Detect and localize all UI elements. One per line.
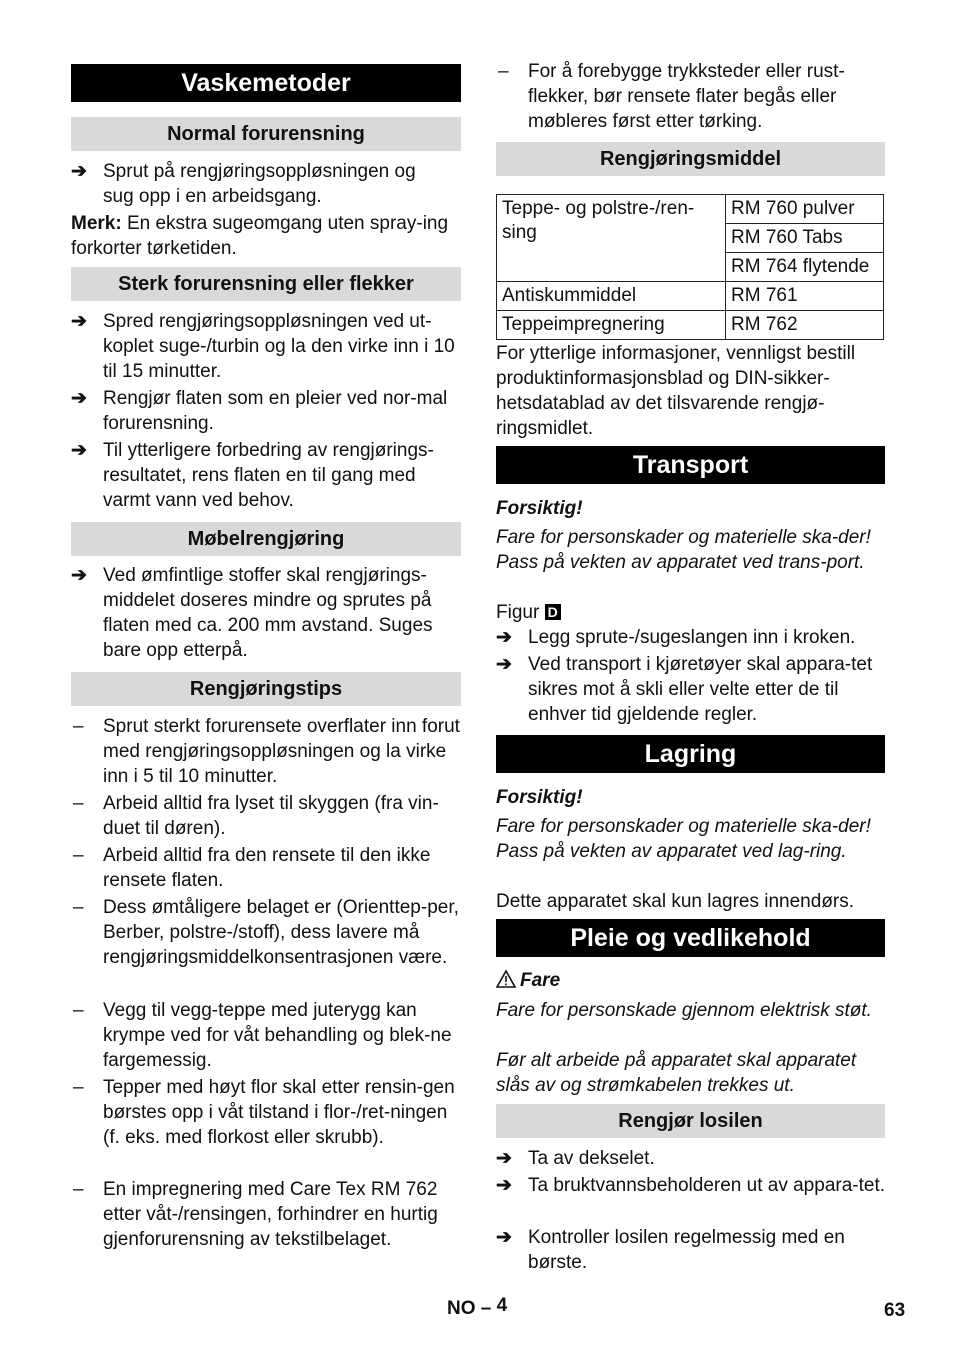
- arrow-icon: ➔: [496, 1148, 512, 1169]
- caution-label: Forsiktig!: [496, 498, 583, 519]
- subheading-tips: Rengjøringstips: [71, 672, 461, 706]
- cleaning-agent-table: [496, 194, 884, 340]
- caution-label: Forsiktig!: [496, 787, 583, 808]
- table-row: [497, 282, 884, 311]
- table-cell-value: RM 760 Tabs: [726, 224, 884, 253]
- table-cell-label: Teppeimpregnering: [497, 311, 726, 340]
- subheading-normal: Normal forurensning: [71, 117, 461, 151]
- caution-text: Fare for personskader og materielle ska-der! Pass på vekten av apparatet ved trans-port.: [496, 527, 871, 573]
- danger-label: Fare: [496, 968, 885, 995]
- figure-reference: [496, 600, 885, 625]
- section-heading-lagring: Lagring: [496, 735, 885, 773]
- figure-label: Figur: [496, 602, 540, 623]
- footer-page-label: NO – 4: [447, 1295, 508, 1319]
- section-heading-pleie: Pleie og vedlikehold: [496, 919, 885, 957]
- subheading-losil: Rengjør losilen: [496, 1104, 885, 1138]
- table-cell-value: RM 761: [726, 282, 884, 311]
- storage-note: Dette apparatet skal kun lagres innendørs.: [496, 891, 855, 912]
- table-row: [497, 311, 884, 340]
- arrow-icon: ➔: [71, 565, 87, 586]
- caution-text: Fare for personskader og materielle ska-der! Pass på vekten av apparatet ved lag-ring.: [496, 816, 871, 862]
- arrow-icon: ➔: [71, 388, 87, 409]
- arrow-icon: ➔: [71, 311, 87, 332]
- note-label: Merk:: [71, 213, 122, 234]
- table-cell-value: RM 760 pulver: [726, 195, 884, 224]
- table-cell-value: RM 764 flytende: [726, 253, 884, 282]
- warning-triangle-icon: [496, 970, 516, 995]
- subheading-mobel: Møbelrengjøring: [71, 522, 461, 556]
- arrow-icon: ➔: [71, 161, 87, 182]
- table-cell-value: RM 762: [726, 311, 884, 340]
- table-row: [497, 195, 884, 224]
- section-heading-vaskemetoder: Vaskemetoder: [71, 64, 461, 102]
- note-paragraph: [71, 211, 461, 261]
- arrow-icon: ➔: [496, 654, 512, 675]
- table-cell-label: Antiskummiddel: [497, 282, 726, 311]
- arrow-icon: ➔: [71, 440, 87, 461]
- note-text: En ekstra sugeomgang uten spray-ing forkorter tørketiden.: [71, 213, 449, 259]
- danger-text: Før alt arbeide på apparatet skal apparatet slås av og strømkabelen trekkes ut.: [496, 1050, 857, 1096]
- arrow-icon: ➔: [496, 1175, 512, 1196]
- section-heading-transport: Transport: [496, 446, 885, 484]
- page-number: 63: [884, 1300, 906, 1321]
- subheading-sterk: Sterk forurensning eller flekker: [71, 267, 461, 301]
- table-cell-label: Teppe- og polstre-/ren-sing: [497, 195, 726, 282]
- arrow-icon: ➔: [496, 1227, 512, 1248]
- danger-text: Fare for personskade gjennom elektrisk støt.: [496, 1000, 872, 1021]
- subheading-rengjoringsmiddel: Rengjøringsmiddel: [496, 142, 885, 176]
- arrow-icon: ➔: [496, 627, 512, 648]
- agent-info-paragraph: For ytterlige informasjoner, vennligst bestill produktinformasjonsblad og DIN-sikker-hetsdatablad av det tilsvarende rengjø-ringsmidlet.: [496, 343, 856, 439]
- figure-letter-badge: D: [545, 604, 561, 620]
